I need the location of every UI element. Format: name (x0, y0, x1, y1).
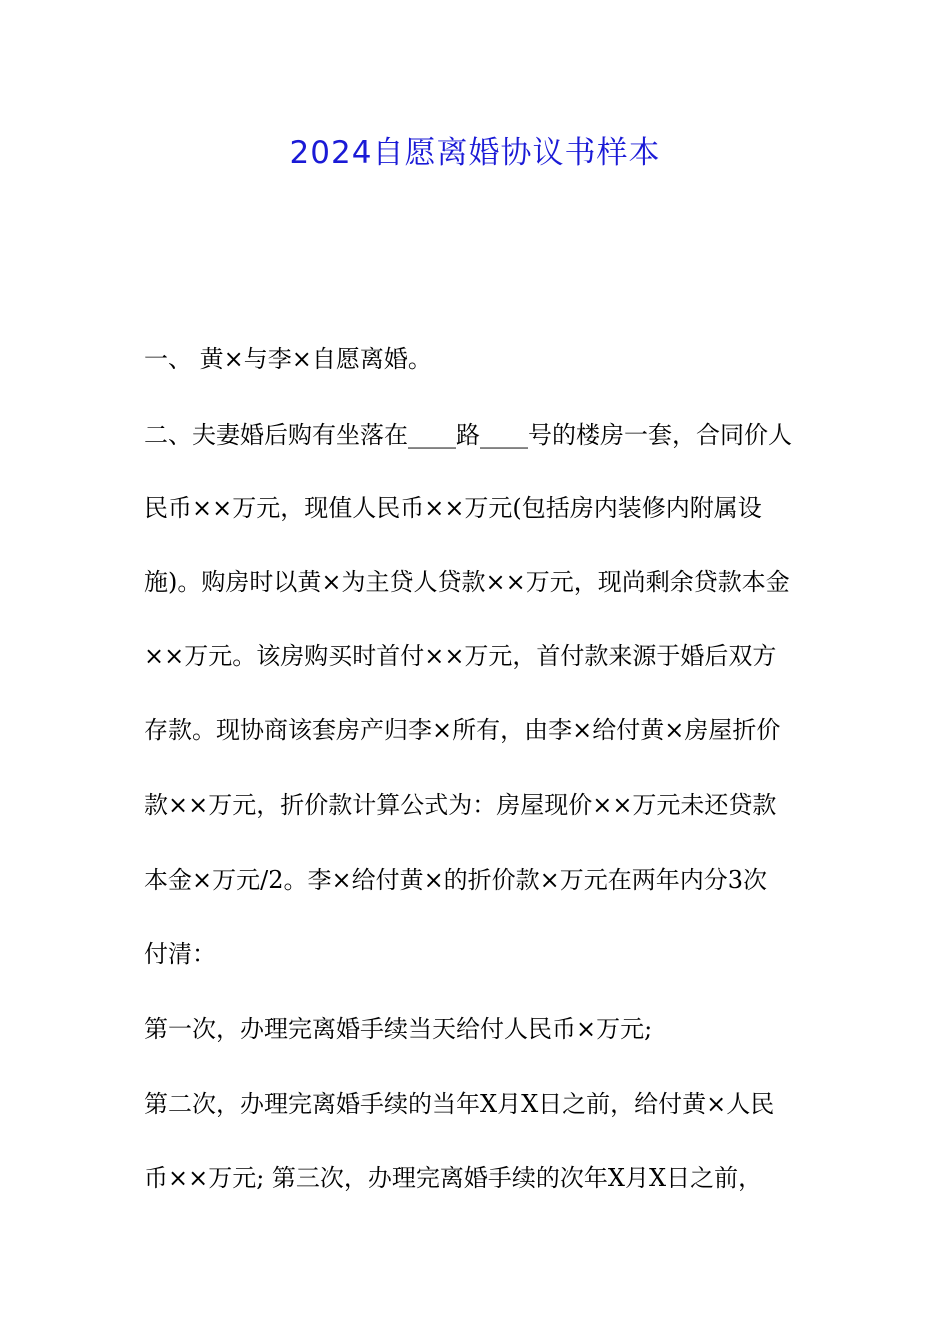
paragraph-line-2: 二、夫妻婚后购有坐落在____路____号的楼房一套，合同价人 (144, 421, 792, 449)
paragraph-line-8: 本金×万元/2。李×给付黄×的折价款×万元在两年内分3次 (144, 866, 768, 894)
document-title: 2024自愿离婚协议书样本 (289, 135, 661, 171)
paragraph-line-6: 存款。现协商该套房产归李×所有，由李×给付黄×房屋折价 (144, 716, 781, 744)
paragraph-line-11: 第二次，办理完离婚手续的当年X月X日之前，给付黄×人民 (144, 1090, 775, 1118)
paragraph-line-7: 款××万元，折价款计算公式为：房屋现价××万元未还贷款 (144, 791, 777, 819)
paragraph-line-9: 付清： (144, 940, 216, 968)
paragraph-line-3: 民币××万元，现值人民币××万元(包括房内装修内附属设 (144, 494, 762, 522)
paragraph-line-1: 一、 黄×与李×自愿离婚。 (144, 345, 432, 373)
paragraph-line-10: 第一次，办理完离婚手续当天给付人民币×万元; (144, 1015, 653, 1043)
paragraph-line-4: 施)。购房时以黄×为主贷人贷款××万元，现尚剩余贷款本金 (144, 568, 790, 596)
paragraph-line-12: 币××万元; 第三次，办理完离婚手续的次年X月X日之前， (144, 1164, 763, 1192)
paragraph-line-5: ××万元。该房购买时首付××万元，首付款来源于婚后双方 (144, 642, 777, 670)
